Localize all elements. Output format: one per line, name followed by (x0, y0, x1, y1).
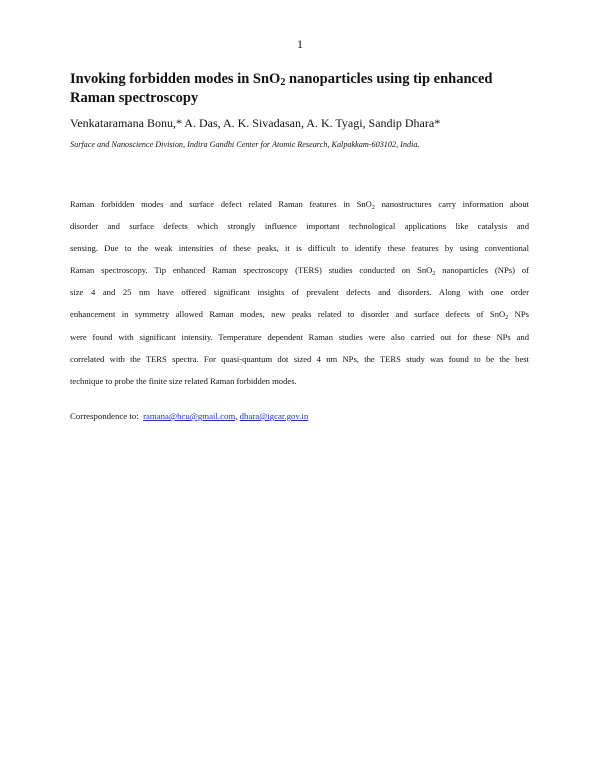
paper-title (70, 70, 540, 108)
abstract-text: enhancement in symmetry allowed Raman modes, new peaks related to disorder and surface defects of SnO (70, 309, 506, 320)
page-number: 1 (297, 37, 303, 51)
abstract-text: nanoparticles (NPs) of (435, 265, 529, 276)
title-part2: nanoparticles using tip enhanced Raman spectroscopy (70, 71, 493, 106)
abstract-subscript: 2 (505, 315, 509, 322)
abstract-line: disorder and surface defects which strongly influence important technological applications like catalysis and (70, 221, 529, 232)
abstract-line: size 4 and 25 nm have offered significant insights of prevalent defects and disorders. Along with one order (70, 287, 529, 298)
abstract-subscript: 2 (432, 271, 436, 278)
abstract-line: correlated with the TERS spectra. For quasi-quantum dot sized 4 nm NPs, the TERS study was found to be the best (70, 353, 529, 364)
correspondence (70, 411, 540, 421)
email-separator: , (235, 411, 240, 421)
affiliation: Surface and Nanoscience Division, Indira Gandhi Center for Atomic Research, Kalpakkam-603102, India. (70, 140, 420, 149)
title-part1: Invoking forbidden modes in SnO (70, 71, 281, 87)
abstract-subscript: 2 (371, 205, 375, 211)
abstract-line: technique to probe the finite size related Raman forbidden modes. (70, 375, 297, 386)
abstract-text: nanostructures carry information about (374, 199, 529, 209)
abstract-line (70, 193, 529, 215)
email-link-bonu[interactable]: ramana@hcu@gmail.com (143, 411, 236, 421)
abstract-line (70, 259, 529, 281)
email-link-dhara[interactable]: dhara@igcar.gov.in (239, 411, 309, 421)
correspondence-label: Correspondence to: (70, 411, 139, 421)
author-list: Venkataramana Bonu,* A. Das, A. K. Sivadasan, A. K. Tyagi, Sandip Dhara* (70, 116, 441, 130)
abstract-text: Raman forbidden modes and surface defect related Raman features in SnO (70, 199, 372, 209)
abstract-text: Raman spectroscopy. Tip enhanced Raman spectroscopy (TERS) studies conducted on SnO (70, 265, 433, 276)
abstract-line: were found with significant intensity. Temperature dependent Raman studies were also carried out for these NPs and (70, 331, 529, 342)
title-subscript: 2 (280, 77, 286, 88)
abstract-text: NPs (508, 309, 530, 320)
abstract-line (70, 303, 529, 325)
abstract (70, 193, 529, 392)
abstract-line: sensing. Due to the weak intensities of these peaks, it is difficult to identify these features by using conventional (70, 243, 529, 254)
